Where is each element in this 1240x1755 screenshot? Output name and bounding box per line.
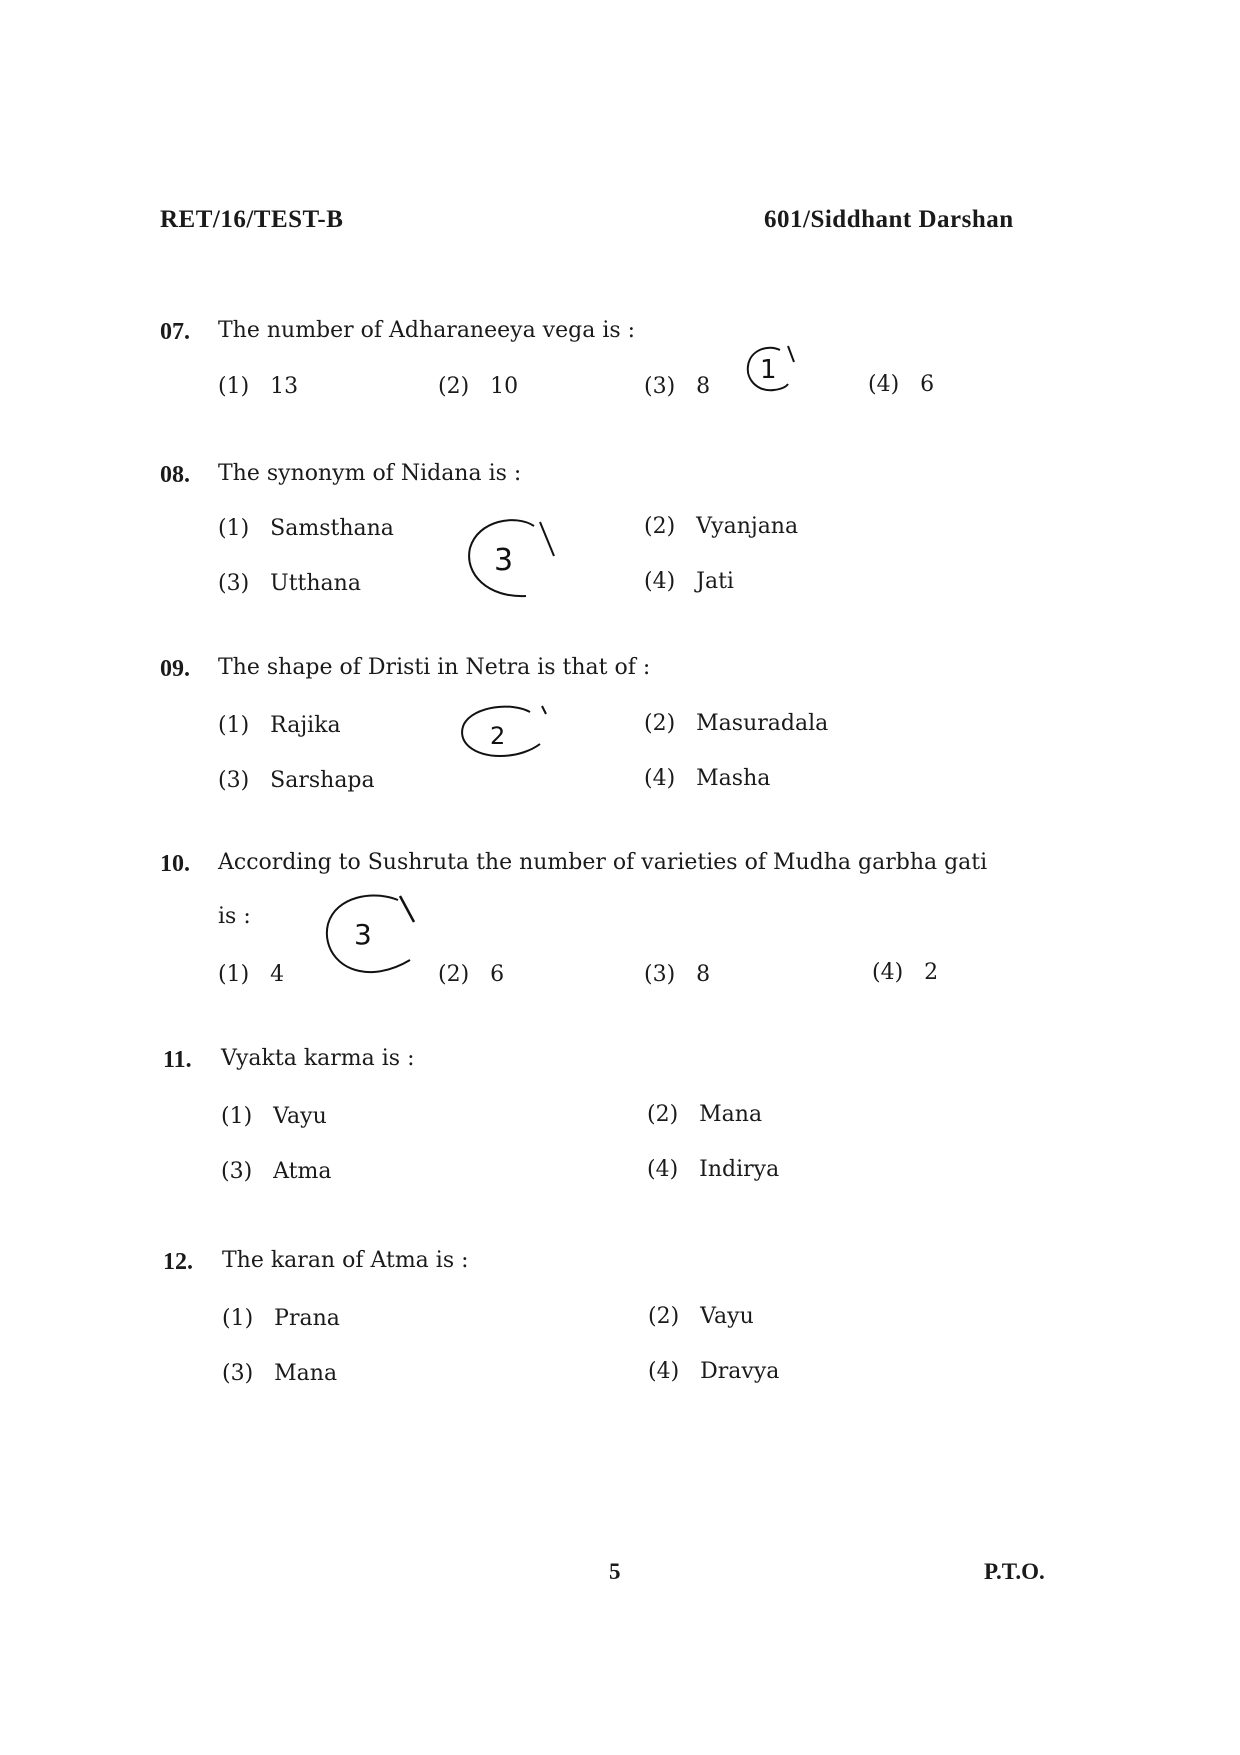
- option-text: 13: [270, 374, 299, 399]
- pto-label: P.T.O.: [984, 1559, 1045, 1584]
- option-3: [644, 962, 710, 987]
- option-1: [221, 1104, 327, 1129]
- option-text: Utthana: [270, 571, 361, 596]
- option-4: [644, 766, 770, 791]
- option-number: (1): [222, 1306, 254, 1331]
- option-3: [644, 374, 710, 399]
- option-text: Rajika: [270, 713, 341, 738]
- option-2: [647, 1102, 762, 1127]
- option-number: (2): [647, 1102, 679, 1127]
- marked-answer: 3: [354, 918, 372, 951]
- question-text: The number of Adharaneeya vega is :: [218, 318, 636, 343]
- question-number: 10.: [160, 851, 190, 877]
- option-1: [218, 962, 284, 987]
- option-text: 8: [696, 374, 711, 399]
- question-number: 09.: [160, 656, 190, 682]
- option-3: [218, 768, 375, 793]
- option-2: [648, 1304, 754, 1329]
- handwritten-answer-mark: [456, 700, 556, 776]
- option-1: [218, 713, 341, 738]
- question-text-continued: is :: [218, 904, 251, 929]
- option-text: Dravya: [700, 1359, 780, 1384]
- option-2: [438, 374, 518, 399]
- option-text: Vayu: [700, 1304, 754, 1329]
- option-number: (4): [872, 960, 904, 985]
- marked-answer: 3: [494, 543, 514, 578]
- option-number: (4): [644, 569, 676, 594]
- question-number: 08.: [160, 462, 190, 488]
- option-text: 4: [270, 962, 285, 987]
- handwritten-answer-mark: [318, 892, 430, 988]
- option-2: [644, 711, 828, 736]
- option-text: 2: [924, 960, 939, 985]
- option-2: [438, 962, 504, 987]
- option-number: (2): [438, 374, 470, 399]
- marked-answer: 1: [760, 355, 777, 385]
- question-text: The karan of Atma is :: [222, 1248, 469, 1273]
- option-number: (1): [218, 516, 250, 541]
- option-text: Jati: [696, 569, 734, 594]
- option-text: Mana: [274, 1361, 338, 1386]
- option-number: (2): [438, 962, 470, 987]
- option-number: (1): [218, 962, 250, 987]
- option-4: [868, 372, 934, 397]
- subject-title: 601/Siddhant Darshan: [764, 206, 1014, 233]
- option-4: [647, 1157, 779, 1182]
- option-2: [644, 514, 798, 539]
- option-number: (3): [644, 962, 676, 987]
- option-1: [218, 374, 298, 399]
- option-number: (4): [868, 372, 900, 397]
- option-number: (4): [648, 1359, 680, 1384]
- handwritten-answer-mark: [740, 340, 806, 400]
- option-text: Indirya: [699, 1157, 780, 1182]
- question-number: 07.: [160, 319, 190, 345]
- option-number: (2): [644, 514, 676, 539]
- page-number: 5: [609, 1559, 621, 1584]
- option-text: Masuradala: [696, 711, 829, 736]
- option-text: Masha: [696, 766, 771, 791]
- option-3: [218, 571, 361, 596]
- option-number: (4): [644, 766, 676, 791]
- option-text: 10: [490, 374, 519, 399]
- question-number: 12.: [163, 1249, 193, 1275]
- question-text: Vyakta karma is :: [221, 1046, 415, 1071]
- marked-answer: 2: [490, 722, 506, 750]
- option-text: 8: [696, 962, 711, 987]
- option-4: [648, 1359, 779, 1384]
- option-number: (1): [218, 713, 250, 738]
- option-4: [644, 569, 734, 594]
- option-text: Prana: [274, 1306, 340, 1331]
- option-number: (1): [221, 1104, 253, 1129]
- option-text: Samsthana: [270, 516, 394, 541]
- option-3: [221, 1159, 331, 1184]
- exam-code: RET/16/TEST-B: [160, 206, 344, 233]
- option-text: Vayu: [273, 1104, 327, 1129]
- option-number: (2): [644, 711, 676, 736]
- question-text: The synonym of Nidana is :: [218, 461, 522, 486]
- option-text: 6: [920, 372, 935, 397]
- question-text: The shape of Dristi in Netra is that of :: [218, 655, 651, 680]
- option-text: Vyanjana: [696, 514, 799, 539]
- option-text: 6: [490, 962, 505, 987]
- option-1: [222, 1306, 340, 1331]
- question-number: 11.: [163, 1047, 192, 1073]
- option-4: [872, 960, 938, 985]
- option-text: Atma: [273, 1159, 332, 1184]
- option-number: (3): [218, 768, 250, 793]
- option-text: Sarshapa: [270, 768, 375, 793]
- option-number: (3): [218, 571, 250, 596]
- option-number: (2): [648, 1304, 680, 1329]
- option-number: (3): [222, 1361, 254, 1386]
- option-number: (3): [221, 1159, 253, 1184]
- question-text: According to Sushruta the number of varieties of Mudha garbha gati: [218, 850, 988, 875]
- handwritten-answer-mark: [462, 512, 562, 606]
- option-number: (1): [218, 374, 250, 399]
- option-number: (4): [647, 1157, 679, 1182]
- option-1: [218, 516, 394, 541]
- option-number: (3): [644, 374, 676, 399]
- option-3: [222, 1361, 337, 1386]
- option-text: Mana: [699, 1102, 763, 1127]
